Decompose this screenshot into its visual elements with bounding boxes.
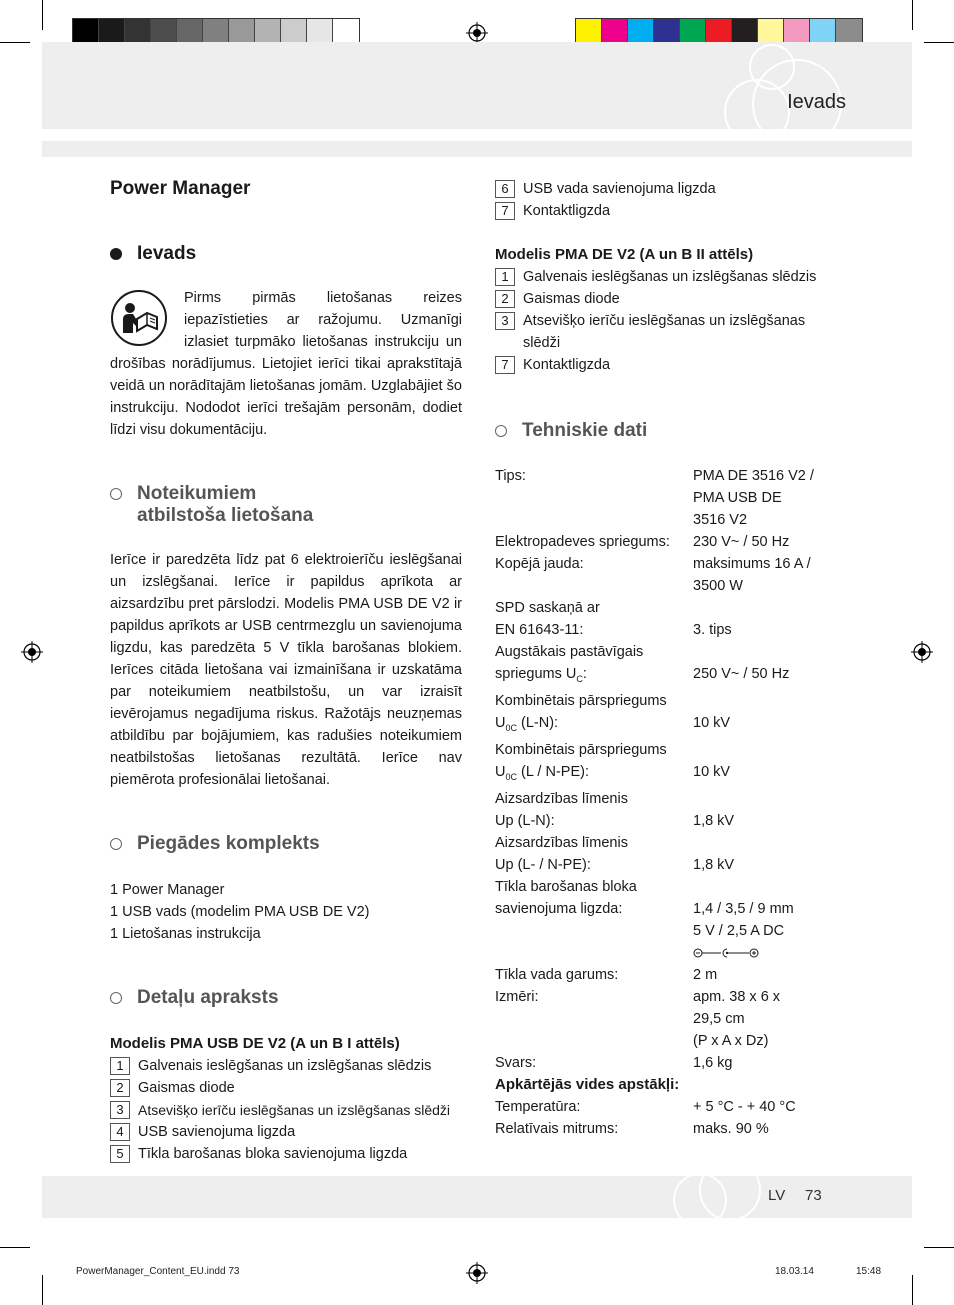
spec-key-line: Tips:: [495, 468, 526, 484]
spec-value-line: 10 kV: [693, 763, 731, 780]
spec-row: [495, 641, 840, 690]
model-title: Modelis PMA USB DE V2 (A un B I attēls): [110, 1035, 400, 1052]
crop-mark: [924, 42, 954, 43]
spec-row: [495, 1118, 840, 1140]
spec-table: [495, 465, 840, 1074]
crop-mark: [912, 0, 913, 30]
slug-time: 15:48: [856, 1266, 882, 1277]
spec-key-line: Kombinētais pārspriegums: [495, 741, 667, 758]
spec-key-line: Kopējā jauda:: [495, 556, 584, 572]
registration-mark-icon: [466, 1262, 488, 1284]
spec-key-line: $U_{0C}$ (L / N-PE):: [495, 763, 589, 782]
open-bullet-icon: [110, 488, 122, 500]
spec-key-line: Augstākais pastāvīgais: [495, 644, 644, 660]
environment-table: [495, 1096, 840, 1140]
section-heading-parts: [110, 987, 462, 1009]
slug-date: 18.03.14: [775, 1266, 814, 1277]
spec-value-line: 1,6 kg: [693, 1054, 733, 1071]
decorative-circles: [660, 1160, 770, 1230]
header-sub-band: [42, 141, 912, 157]
item-number: 3: [110, 1101, 130, 1119]
subscript: 0C: [505, 771, 517, 782]
registration-mark-icon: [21, 641, 43, 663]
spec-key-line: Tīkla vada garums:: [495, 966, 619, 983]
spec-row: [495, 465, 840, 531]
item-label: Tīkla barošanas bloka savienojuma ligzda: [138, 1146, 408, 1162]
spec-key: [495, 1096, 693, 1118]
spec-key-line: Elektropadeves spriegums:: [495, 534, 670, 550]
list-item: [495, 288, 840, 310]
spec-value-line: [693, 597, 840, 619]
section-heading-package: [110, 833, 462, 855]
registration-mark-icon: [911, 641, 933, 663]
spec-value: [693, 553, 840, 597]
spec-row: [495, 690, 840, 739]
item-number: 4: [110, 1123, 130, 1141]
item-label: Atsevišķo ierīču ieslēgšanas un izslēgšanas slēdži: [523, 313, 806, 351]
spec-key: [495, 641, 693, 690]
spec-key-line: Tīkla barošanas bloka: [495, 878, 637, 895]
spec-key: [495, 690, 693, 739]
spec-key-line: Kombinētais pārspriegums: [495, 692, 667, 709]
list-item: [495, 178, 840, 200]
item-number: 6: [495, 180, 515, 198]
spec-value-line: 3. tips: [693, 622, 732, 638]
heading-line-1: Noteikumiem: [137, 483, 257, 504]
parts-list: [110, 1055, 462, 1165]
spec-value-line: 1,8 kV: [693, 856, 735, 873]
open-bullet-icon: [110, 838, 122, 850]
spec-value-line: 29,5 cm: [693, 1010, 745, 1027]
left-column: [110, 176, 462, 1165]
spec-key: [495, 964, 693, 986]
spec-row: [495, 531, 840, 553]
slug-filename: PowerManager_Content_EU.indd 73: [76, 1266, 240, 1277]
open-bullet-icon: [495, 425, 507, 437]
section-heading-label: Piegādes komplekts: [137, 833, 320, 854]
spec-value-line: [693, 876, 840, 898]
parts-list: [495, 266, 840, 376]
intro-paragraph: Pirms pirmās lietošanas reizes iepazīstieties ar ražojumu. Uzmanīgi izlasiet turpmāko lietošanas instrukciju un drošības norādījumus. Lietojiet ierīci tikai aprakstītajā veidā un norādītajām lietošanas jomām. Uzglabājiet šo instrukciju. Nododot ierīci trešajām personām, dodiet līdzi visu dokumentāciju.: [110, 290, 462, 438]
spec-row: [495, 876, 840, 964]
spec-key-line: Up (L-N):: [495, 812, 555, 829]
spec-key: [495, 1052, 693, 1074]
spec-value: [693, 690, 840, 739]
spec-row: [495, 986, 840, 1052]
list-item: [110, 1055, 462, 1077]
list-item: [110, 1099, 462, 1121]
crop-mark: [0, 1247, 30, 1248]
spec-key-line: Temperatūra:: [495, 1098, 581, 1115]
environment-title: Apkārtējās vides apstākļi:: [495, 1075, 680, 1093]
section-heading-label: Detaļu apraksts: [137, 987, 279, 1008]
spec-row: [495, 739, 840, 788]
spec-key-line: Up (L- / N-PE):: [495, 856, 591, 873]
spec-value: [693, 1118, 840, 1140]
page-header-title: Ievads: [787, 91, 846, 113]
spec-value-line: + 5 °C - + 40 °C: [693, 1098, 796, 1115]
spec-key-line: Izmēri:: [495, 988, 539, 1005]
language-code: LV: [768, 1187, 786, 1204]
intended-use-paragraph: Ierīce ir paredzēta līdz pat 6 elektroierīču ieslēgšanai un izslēgšanai. Ierīce ir papildus aprīkota ar aizsardzību pret pārslodzi. Modelis PMA USB DE V2 ir papildus aprīkots ar USB centrmezglu un savienojuma ligzdu, kas paredzēta 5 V tīkla barošanas blokiem. Ierīces citāda lietošana vai izmainīšana ir uzskatāma par noteikumiem neatbilstošu, un var izraisīt ievērojamus negadījuma riskus. Ražotājs neuzņemas atbildību par bojājumiem, kas radušies noteikumiem neatbilstošas lietošanas rezultātā. Ierīce nav piemērota profesionālai lietošanai.: [110, 552, 462, 788]
parts-list-continued: [495, 178, 840, 222]
spec-value-line: PMA DE 3516 V2 /: [693, 468, 814, 484]
spec-key-line: Relatīvais mitrums:: [495, 1120, 619, 1137]
spec-value-line: [693, 690, 840, 712]
spec-key: [495, 986, 693, 1052]
spec-value: [693, 788, 840, 832]
item-label: USB savienojuma ligzda: [138, 1124, 296, 1140]
spec-value-line: apm. 38 x 6 x: [693, 988, 781, 1005]
spec-value: [693, 739, 840, 788]
section-heading-intended-use: [110, 483, 462, 527]
spec-key-line: Svars:: [495, 1054, 537, 1071]
right-column: [495, 178, 840, 1140]
subscript: 0C: [505, 722, 517, 733]
item-number: 1: [495, 268, 515, 286]
spec-value-line: [693, 832, 840, 854]
manual-reading-icon: [110, 289, 168, 347]
page-number: 73: [805, 1187, 822, 1204]
list-item: [110, 1121, 462, 1143]
spec-value-line: 230 V~ / 50 Hz: [693, 534, 790, 550]
list-item: [110, 1077, 462, 1099]
spec-key-line: Aizsardzības līmenis: [495, 790, 628, 807]
package-list: [110, 879, 462, 945]
crop-mark: [42, 0, 43, 30]
spec-key: [495, 465, 693, 531]
list-item: [495, 266, 840, 288]
crop-mark: [924, 1247, 954, 1248]
item-label: Gaismas diode: [523, 291, 620, 307]
intro-block: [110, 287, 462, 441]
crop-mark: [42, 1275, 43, 1305]
spec-value-line: [693, 641, 840, 663]
filled-bullet-icon: [110, 248, 122, 260]
section-heading-label: Tehniskie dati: [522, 420, 648, 441]
spec-key-line: savienojuma ligzda:: [495, 900, 623, 917]
open-bullet-icon: [110, 992, 122, 1004]
spec-value-line: 3516 V2: [693, 512, 748, 528]
spec-value: [693, 832, 840, 876]
spec-key: [495, 597, 693, 641]
polarity-icon: [693, 942, 763, 964]
spec-value-line: 1,8 kV: [693, 812, 735, 829]
list-item: [495, 310, 840, 354]
spec-value: [693, 1096, 840, 1118]
spec-value: [693, 1052, 840, 1074]
spec-value-line: (P x A x Dz): [693, 1032, 769, 1049]
model-title: Modelis PMA DE V2 (A un B II attēls): [495, 246, 754, 263]
section-heading-intro: [110, 243, 462, 265]
spec-key: [495, 832, 693, 876]
spec-value: [693, 964, 840, 986]
spec-key-line: Aizsardzības līmenis: [495, 834, 628, 851]
list-item: 1 Lietošanas instrukcija: [110, 926, 261, 942]
spec-key-line: spriegums $U_C$:: [495, 666, 587, 684]
spec-value-line: PMA USB DE: [693, 490, 782, 506]
item-number: 2: [495, 290, 515, 308]
spec-key: [495, 1118, 693, 1140]
spec-value-line: 1,4 / 3,5 / 9 mm: [693, 900, 794, 917]
spec-row: [495, 964, 840, 986]
spec-row: [495, 553, 840, 597]
heading-line-2: atbilstoša lietošana: [137, 505, 314, 526]
spec-value-line: 5 V / 2,5 A DC: [693, 922, 785, 939]
spec-value: [693, 465, 840, 531]
document-title: Power Manager: [110, 178, 251, 199]
spec-value-line: maksimums 16 A /: [693, 556, 811, 572]
spec-value-line: 10 kV: [693, 714, 731, 731]
spec-value: [693, 597, 840, 641]
spec-key: [495, 876, 693, 964]
spec-key-line: SPD saskaņā ar: [495, 600, 600, 616]
spec-row: [495, 788, 840, 832]
spec-row: [495, 1096, 840, 1118]
spec-key-line: EN 61643-11:: [495, 622, 584, 638]
crop-mark: [0, 42, 30, 43]
section-heading-label: Ievads: [137, 243, 197, 264]
spec-key: [495, 553, 693, 597]
spec-value-line: [693, 739, 840, 761]
spec-value-line: 3500 W: [693, 578, 743, 594]
item-number: 1: [110, 1057, 130, 1075]
spec-value: [693, 641, 840, 690]
spec-row: [495, 597, 840, 641]
list-item: [495, 200, 840, 222]
list-item: 1 USB vads (modelim PMA USB DE V2): [110, 904, 370, 920]
item-label: Kontaktligzda: [523, 357, 611, 373]
item-label: Kontaktligzda: [523, 203, 611, 219]
item-label: USB vada savienojuma ligzda: [523, 181, 716, 197]
list-item: 1 Power Manager: [110, 882, 225, 898]
crop-mark: [912, 1275, 913, 1305]
spec-key: [495, 739, 693, 788]
section-heading-tech: [495, 420, 840, 442]
item-label: Atsevišķo ierīču ieslēgšanas un izslēgšanas slēdži: [138, 1102, 451, 1118]
spec-value: [693, 531, 840, 553]
item-number: 7: [495, 202, 515, 220]
spec-row: [495, 1052, 840, 1074]
spec-row: [495, 832, 840, 876]
spec-key: [495, 788, 693, 832]
item-label: Gaismas diode: [138, 1080, 235, 1096]
spec-key: [495, 531, 693, 553]
item-number: 2: [110, 1079, 130, 1097]
spec-value-line: maks. 90 %: [693, 1120, 769, 1137]
item-number: 3: [495, 312, 515, 330]
subscript: C: [576, 673, 583, 684]
section-heading-label: [137, 483, 313, 527]
registration-mark-icon: [466, 22, 488, 44]
item-number: 5: [110, 1145, 130, 1163]
item-number: 7: [495, 356, 515, 374]
item-label: Galvenais ieslēgšanas un izslēgšanas slēdzis: [523, 269, 817, 285]
spec-value: [693, 986, 840, 1052]
list-item: [495, 354, 840, 376]
list-item: [110, 1143, 462, 1165]
item-label: Galvenais ieslēgšanas un izslēgšanas slēdzis: [138, 1058, 432, 1074]
spec-value-line: [693, 788, 840, 810]
spec-key-line: $U_{0C}$ (L-N):: [495, 714, 559, 733]
spec-value: [693, 876, 840, 964]
spec-value-line: 2 m: [693, 966, 718, 983]
spec-value-line: 250 V~ / 50 Hz: [693, 666, 790, 682]
